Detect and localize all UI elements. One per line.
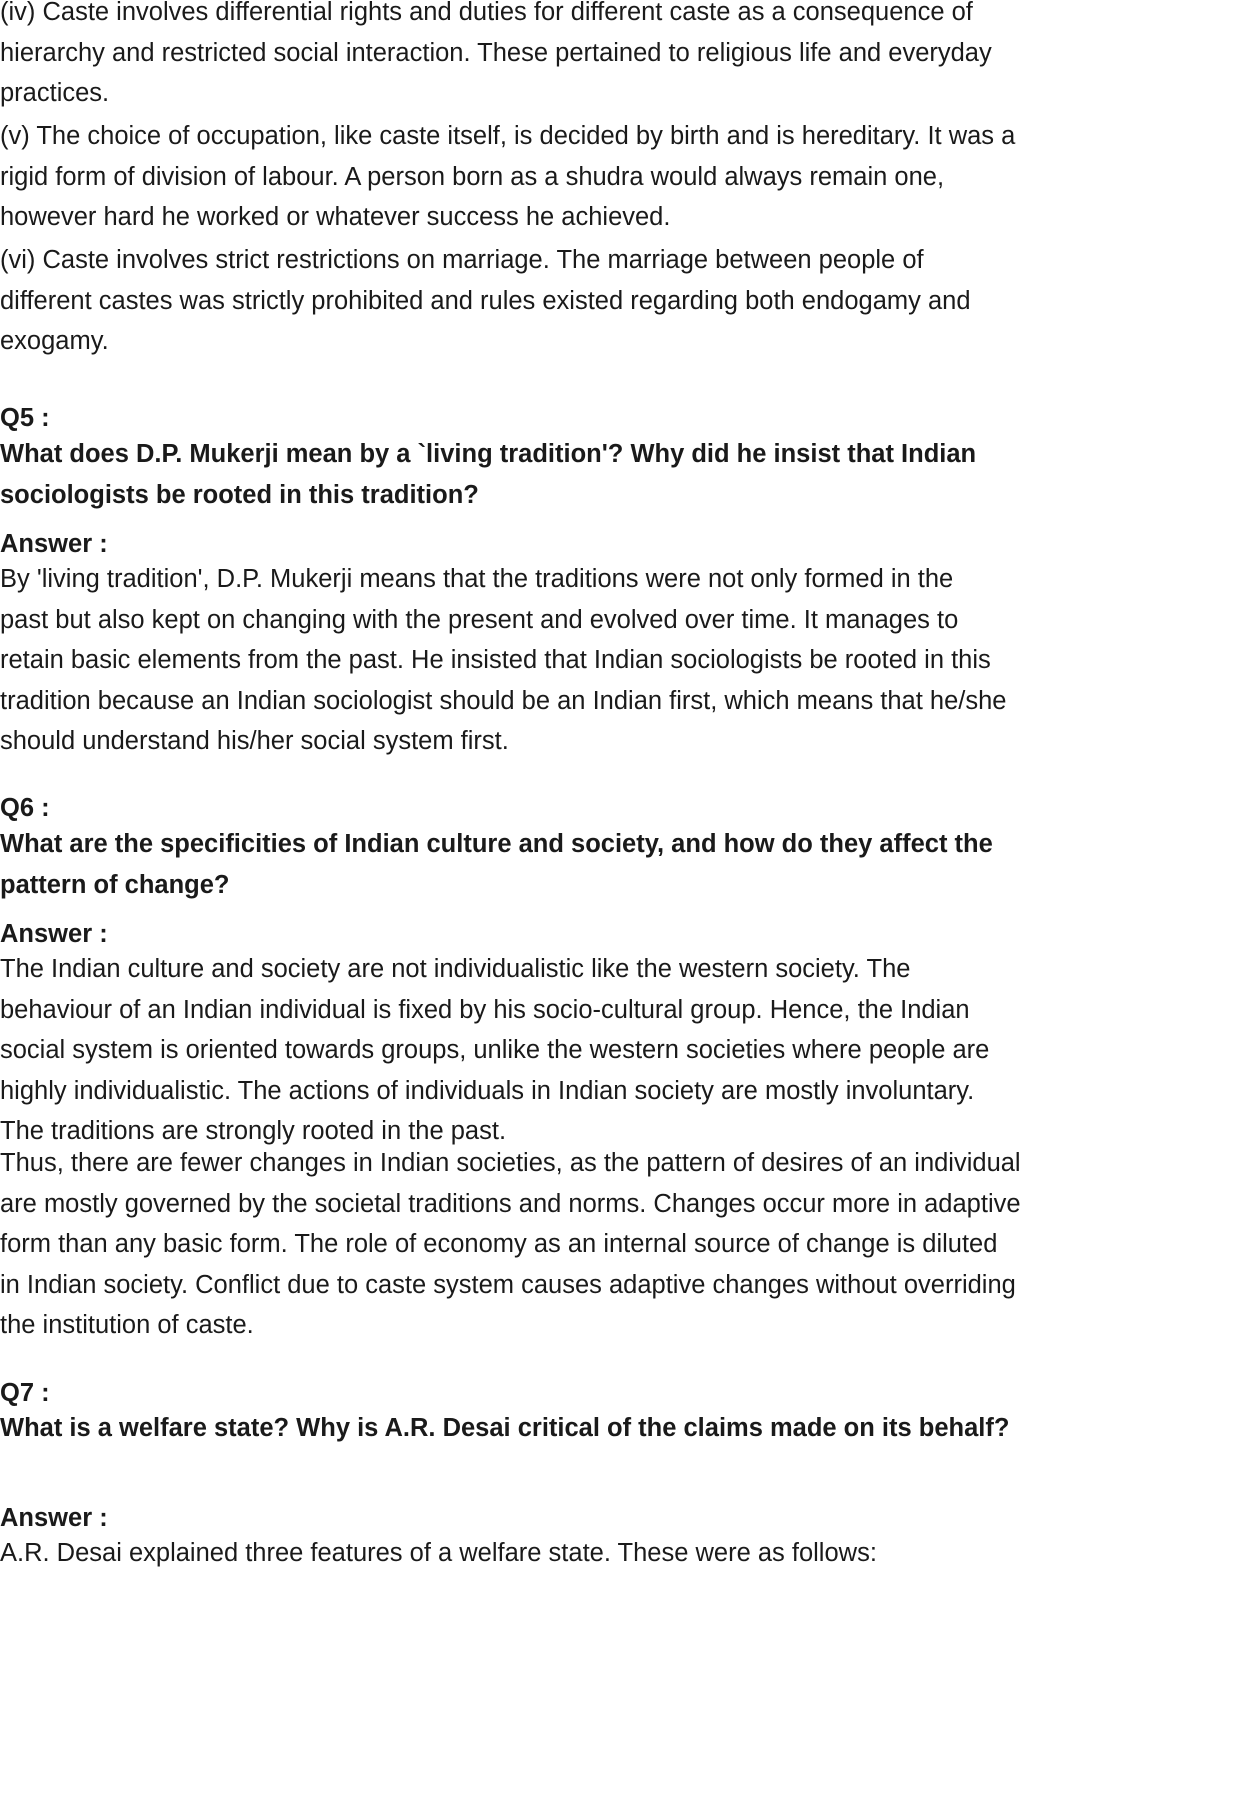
- q6-answer-paragraph-1: The Indian culture and society are not individualistic like the western society. The behaviour of an Indian individual is fixed by his socio-cultural group. Hence, the Indian social system is oriented towards groups, unlike the western societies where people are highly individualistic. The actions of individuals in Indian society are mostly involuntary. The traditions are strongly rooted in the past.: [0, 955, 990, 1145]
- q5-answer: By 'living tradition', D.P. Mukerji means that the traditions were not only formed in the past but also kept on changing with the present and evolved over time. It manages to retain basic elements from the past. He insisted that Indian sociologists be rooted in this tradition because an Indian sociologist should be an Indian first, which means that he/she should understand his/her social system first.: [0, 565, 1007, 755]
- q6-answer-paragraph-2: Thus, there are fewer changes in Indian societies, as the pattern of desires of an individual are mostly governed by the societal traditions and norms. Changes occur more in adaptive form than any basic form. The role of economy as an internal source of change is diluted in Indian society. Conflict due to caste system causes adaptive changes without overriding the institution of caste.: [0, 1149, 1021, 1339]
- q5-question: What does D.P. Mukerji mean by a `living tradition'? Why did he insist that Indian sociologists be rooted in this tradition?: [0, 440, 977, 509]
- paragraph-caste-vi: (vi) Caste involves strict restrictions on marriage. The marriage between people of different castes was strictly prohibited and rules existed regarding both endogamy and exogamy.: [0, 246, 971, 355]
- q5-answer-label: Answer :: [0, 530, 108, 558]
- q6-label: Q6 :: [0, 794, 50, 822]
- q6-question: What are the specificities of Indian culture and society, and how do they affect the pattern of change?: [0, 830, 993, 899]
- q7-answer-label: Answer :: [0, 1504, 108, 1532]
- paragraph-caste-iv: (iv) Caste involves differential rights and duties for different caste as a consequence of hierarchy and restricted social interaction. These pertained to religious life and everyday practices.: [0, 0, 992, 107]
- q7-label: Q7 :: [0, 1379, 50, 1407]
- q7-answer: A.R. Desai explained three features of a welfare state. These were as follows:: [0, 1539, 877, 1567]
- paragraph-caste-v: (v) The choice of occupation, like caste itself, is decided by birth and is hereditary. It was a rigid form of division of labour. A person born as a shudra would always remain one, however hard he worked or whatever success he achieved.: [0, 122, 1016, 231]
- q6-answer-label: Answer :: [0, 920, 108, 948]
- q7-question: What is a welfare state? Why is A.R. Desai critical of the claims made on its behalf?: [0, 1414, 1010, 1442]
- q5-label: Q5 :: [0, 404, 50, 432]
